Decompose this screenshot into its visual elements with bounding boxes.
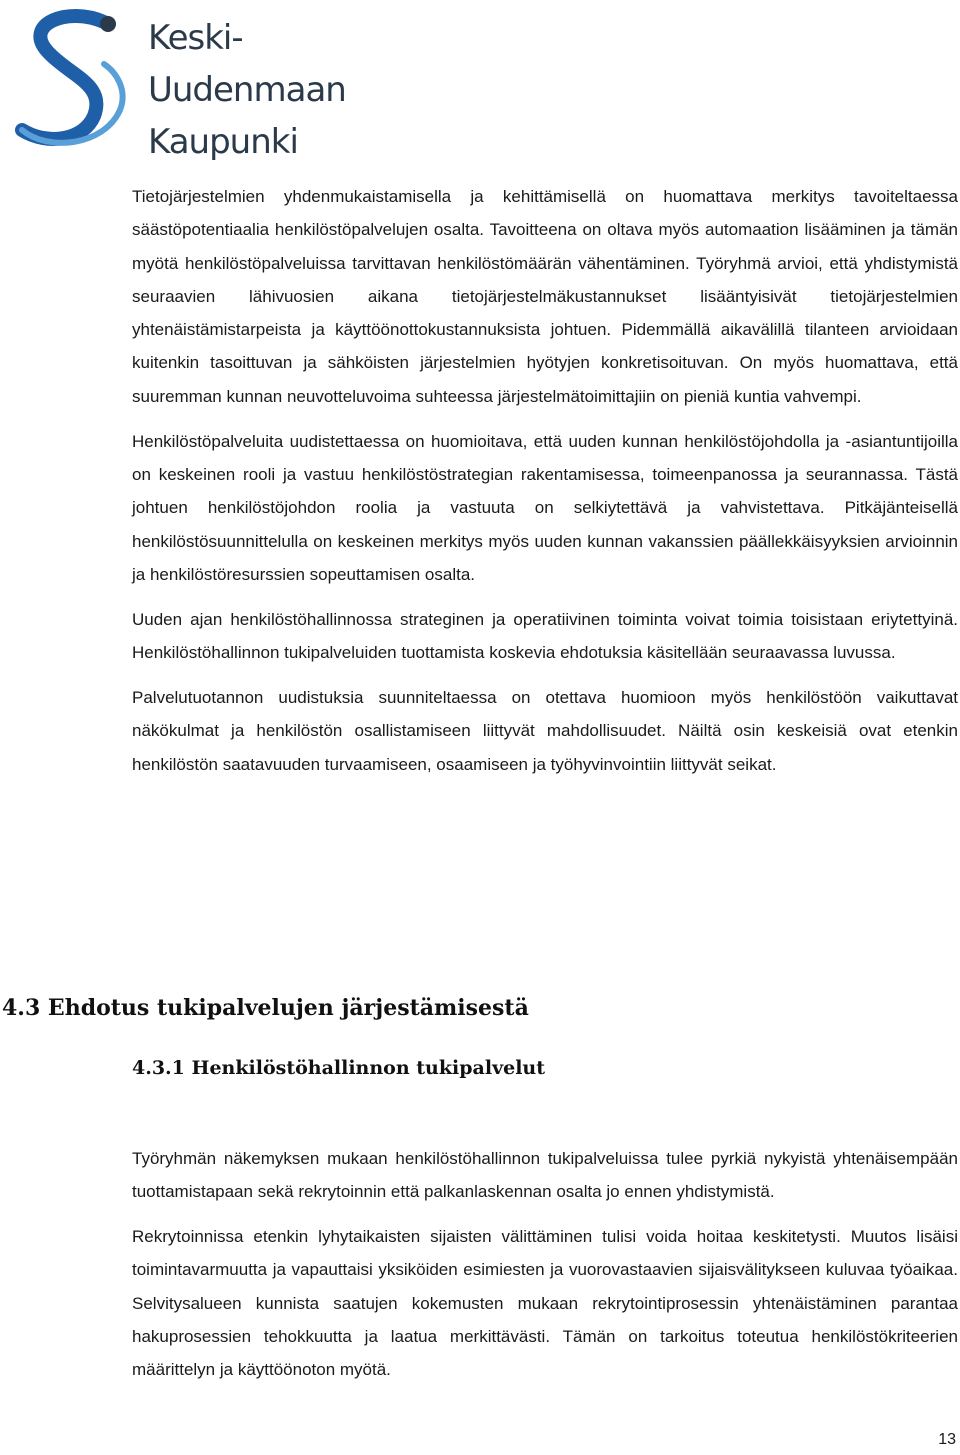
logo-line-3: Kaupunki [148, 122, 298, 162]
paragraph: Tietojärjestelmien yhdenmukaistamisella ja kehittämisellä on huomattava merkitys tavoiteltaessa säästöpotentiaalia henkilöstöpalvelujen osalta. Tavoitteena on oltava myös automaation lisääminen ja tämän myötä henkilöstöpalveluissa tarvittavan henkilöstömäärän vähentäminen. Työryhmä arvioi, että yhdistymistä seuraavien lähivuosien aikana tietojärjestelmäkustannukset lisääntyisivät tietojärjestelmien yhtenäistämistarpeista ja käyttöönottokustannuksista johtuen. Pidemmällä aikavälillä tilanteen arvioidaan kuitenkin tasoittuvan ja sähköisten järjestelmien hyötyjen konkretisoituvan. On myös huomattava, että suuremman kunnan neuvotteluvoima suhteessa järjestelmätoimittajiin on pieniä kuntia vahvempi. [132, 187, 958, 406]
paragraph: Henkilöstöpalveluita uudistettaessa on huomioitava, että uuden kunnan henkilöstöjohdolla ja -asiantuntijoilla on keskeinen rooli ja vastuu henkilöstöstrategian rakentamisessa, toimeenpanossa ja seurannassa. Tästä johtuen henkilöstöjohdon roolia ja vastuuta on selkiytettävä ja vahvistettava. Pitkäjänteisellä henkilöstösuunnittelulla on keskeinen merkitys myös uuden kunnan vakanssien päällekkäisyyksien arvioinnin ja henkilöstöresurssien sopeuttamisen osalta. [132, 431, 958, 584]
paragraph: Työryhmän näkemyksen mukaan henkilöstöhallinnon tukipalveluissa tulee pyrkiä nykyistä yhtenäisempään tuottamistapaan sekä rekrytoinnin että palkanlaskennan osalta jo ennen yhdistymistä. [132, 1149, 958, 1202]
logo-line-2: Uudenmaan [148, 70, 346, 110]
logo-wordmark [148, 12, 346, 168]
organization-logo [8, 6, 346, 162]
paragraph: Rekrytoinnissa etenkin lyhytaikaisten sijaisten välittäminen tulisi voida hoitaa keskitetysti. Muutos lisäisi toimintavarmuutta ja vapauttaisi yksiköiden esimiesten ja vuorovastaavien sijaisvälitykseen kuluvaa työaikaa. Selvitysalueen kunnista saatujen kokemusten mukaan rekrytointiprosessin yhtenäistäminen parantaa hakuprosessien tehokkuutta ja laatua merkittävästi. Tämän on tarkoitus toteutua henkilöstökriteerien määrittelyn ja käyttöönoton myötä. [132, 1227, 958, 1380]
section-heading: 4.3 Ehdotus tukipalvelujen järjestämisestä [2, 995, 529, 1021]
subsection-heading: 4.3.1 Henkilöstöhallinnon tukipalvelut [132, 1057, 546, 1079]
page-number: 13 [938, 1431, 956, 1448]
paragraph: Uuden ajan henkilöstöhallinnossa strateginen ja operatiivinen toiminta voivat toimia toisistaan eriytettyinä. Henkilöstöhallinnon tukipalveluiden tuottamista koskevia ehdotuksia käsitellään seuraavassa luvussa. [132, 609, 958, 663]
logo-line-1: Keski- [148, 18, 243, 58]
paragraph: Palvelutuotannon uudistuksia suunniteltaessa on otettava huomioon myös henkilöstöön vaikuttavat näkökulmat ja henkilöstön osallistamiseen liittyvät mahdollisuudet. Näiltä osin keskeisiä ovat etenkin henkilöstön saatavuuden turvaamiseen, osaamiseen ja työhyvinvointiin liittyvät seikat. [132, 687, 958, 774]
swan-logo-icon [8, 6, 138, 154]
body-text-top [132, 180, 958, 792]
body-text-bottom [132, 1142, 958, 1398]
